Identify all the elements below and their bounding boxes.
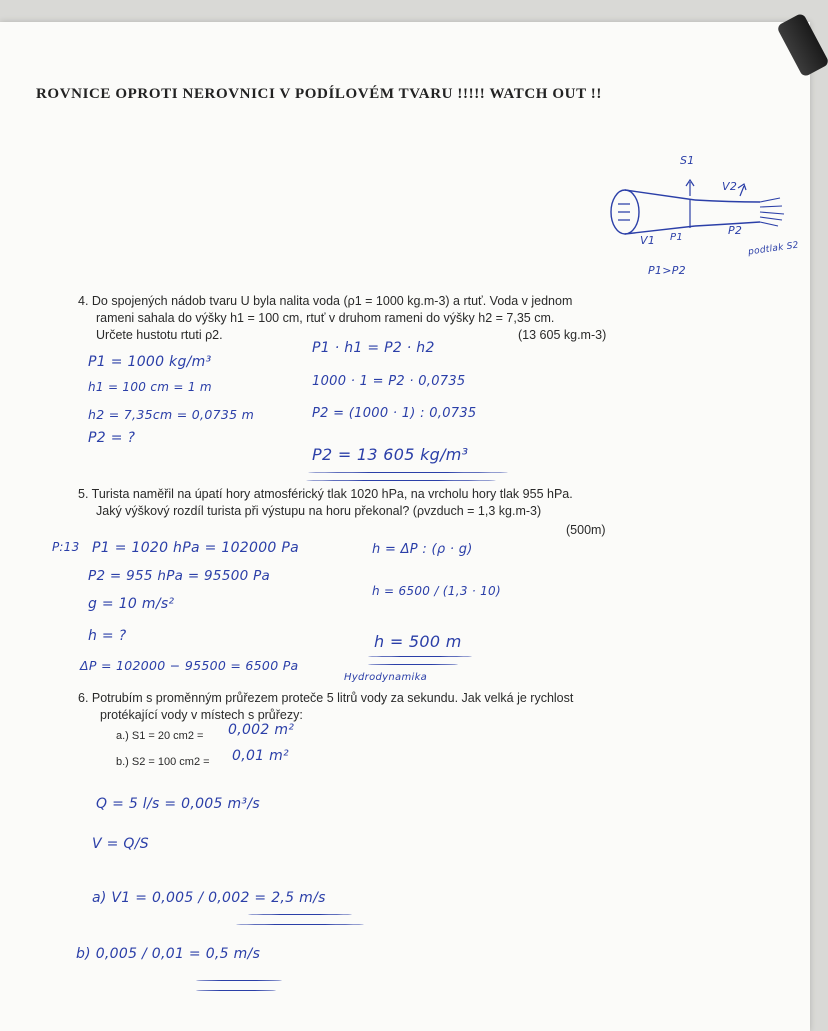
q6-underline-b [196,980,282,981]
q4-given-1: P1 = 1000 kg/m³ [88,354,212,370]
q5-solution-1: h = ΔP : (ρ · g) [372,542,473,557]
q4-solution-4: P2 = 13 605 kg/m³ [312,445,469,464]
q5-hydro-note: Hydrodynamika [344,672,428,683]
q5-given-5: ΔP = 102000 − 95500 = 6500 Pa [80,658,299,673]
q5-underline-2 [368,664,458,665]
q4-line3: Určete hustotu rtuti ρ2. [96,328,223,342]
worksheet-page [0,22,810,1031]
q5-line1: 5. Turista naměřil na úpatí hory atmosférický tlak 1020 hPa, na vrcholu hory tlak 955 hPa. [78,487,573,501]
q5-answer: (500m) [566,523,606,537]
q4-line2: rameni sahala do výšky h1 = 100 cm, rtuť v druhom rameni do výšky h2 = 7,35 cm. [96,311,555,325]
q6-part-a-answer: 0,002 m² [228,722,295,738]
q4-answer: (13 605 kg.m-3) [518,328,607,342]
q6-part-b-answer: 0,01 m² [232,748,289,764]
q4-given-3: h2 = 7,35cm = 0,0735 m [88,407,255,422]
q5-line2: Jaký výškový rozdíl turista při výstupu na horu překonal? (ρvzduch = 1,3 kg.m-3) [96,504,542,518]
q4-underline-2 [306,480,496,481]
diagram-note: podtlak S2 [747,240,800,258]
q4-solution-3: P2 = (1000 · 1) : 0,0735 [312,406,477,421]
q4-underline [308,472,508,473]
diagram-label-v2: V2 [722,180,738,193]
diagram-label-p2: P2 [728,224,743,237]
q5-given-1: P1 = 1020 hPa = 102000 Pa [92,540,299,556]
q5-given-2: P2 = 955 hPa = 95500 Pa [88,568,271,584]
q5-solution-2: h = 6500 / (1,3 · 10) [372,584,501,598]
q5-solution-3: h = 500 m [374,632,462,651]
q6-line1: 6. Potrubím s proměnným průřezem proteče 5 litrů vody za sekundu. Jak velká je rychlost [78,691,574,705]
q6-part-a: a.) S1 = 20 cm2 = [116,730,204,742]
diagram-label-v1: V1 [640,234,656,247]
q5-given-3: g = 10 m/s² [88,596,175,612]
diagram-pressure-compare: P1>P2 [648,264,686,277]
q4-solution-1: P1 · h1 = P2 · h2 [312,340,435,356]
q4-solution-2: 1000 · 1 = P2 · 0,0735 [312,374,466,389]
diagram-label-p1: P1 [670,232,683,243]
q6-line2: protékající vody v místech s průřezy: [100,708,303,722]
q4-given-4: P2 = ? [88,430,136,446]
q6-work-1: Q = 5 l/s = 0,005 m³/s [96,796,260,812]
q5-underline [368,656,472,657]
q6-part-b: b.) S2 = 100 cm2 = [116,756,210,768]
q6-underline-b-2 [196,990,276,991]
nozzle-diagram [600,162,800,272]
q5-margin-note: P:13 [52,540,80,554]
diagram-label-s1: S1 [680,154,695,167]
page-heading: ROVNICE OPROTI NEROVNICI V PODÍLOVÉM TVARU !!!!! WATCH OUT !! [36,86,602,102]
q6-underline-a [248,914,352,915]
pen-object [776,12,828,77]
q6-underline-a-2 [236,924,364,925]
q5-given-4: h = ? [88,628,127,644]
q4-line1: 4. Do spojených nádob tvaru U byla nalita voda (ρ1 = 1000 kg.m-3) a rtuť. Voda v jednom [78,294,573,308]
q6-work-4: b) 0,005 / 0,01 = 0,5 m/s [76,946,261,962]
q6-work-2: V = Q/S [92,836,149,852]
q6-work-3: a) V1 = 0,005 / 0,002 = 2,5 m/s [92,890,326,906]
q4-given-2: h1 = 100 cm = 1 m [88,380,212,394]
